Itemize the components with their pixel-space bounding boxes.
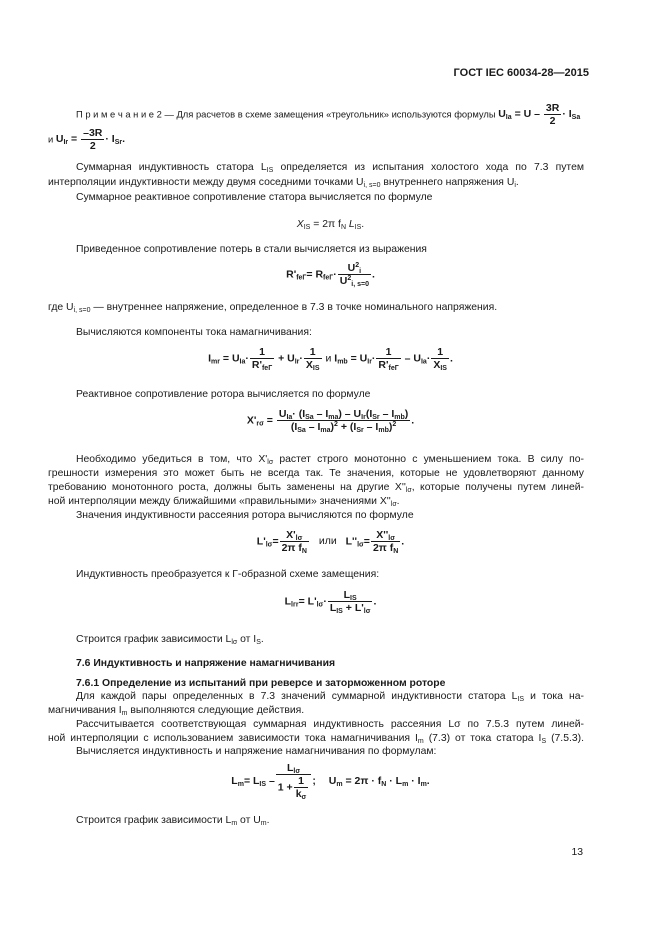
para-leakage-sum-1: Рассчитывается соответствующая суммарная индуктивность рассеяния Lσ по 7.5.3 путем линей- [76,719,584,730]
para-rotor-leakage: Значения индуктивности рассеяния ротора вычисляются по формуле [76,510,414,521]
equation-rotor-leakage: $L'_{l\sigma}=$ $\frac{X'_{l\sigma}}{2\pi f_N}$ или $L''_{l\sigma}=$ $\frac{X''_{l\sigma}}{2\pi f_N}$ . [256,529,405,555]
equation-rfe: $R'_{feГ}= R_{feГ}\cdot$ $\frac{U^2_i}{U^2_{i, s=0}}$ . [286,262,375,288]
equation-xis: $X_{IS} = 2\pi$ $f_N$ $L_{IS}$. [296,219,365,231]
note-2-cont: и $U_{Ir}$ = $\frac{-3R}{2}$ · $I_{Sr}$. [48,127,126,152]
para-stator-inductance-1: Суммарная индуктивность статора $L_{IS}$ определяется из испытания холостого хода по 7.3 путем [76,162,584,174]
page-number: 13 [571,847,583,858]
para-iron-loss: Приведенное сопротивление потерь в стали вычисляется из выражения [76,244,427,255]
para-plot-1: Строится график зависимости $L_{l\sigma}$ от $I_S$. [76,634,264,646]
note-label: П р и м е ч а н и е [76,108,155,120]
para-rotor-reactance: Реактивное сопротивление ротора вычисляется по формуле [76,389,371,400]
para-leakage-sum-2: ной интерполяции с использованием зависимости тока намагничивания $I_m$ (7.3) от тока статора $I_S$ (7.5.3). [48,733,584,745]
section-7-6-1-title: 7.6.1 Определение из испытаний при реверсе и заторможенном роторе [76,678,446,689]
para-each-pair-2: магничивания $I_m$ выполняются следующие действия. [48,705,305,717]
para-g-transform: Индуктивность преобразуется к Г-образной схеме замещения: [76,569,380,580]
para-monotonic-2: грешности измерения это может быть не всегда так. Те значения, которые не удовлетворяют данному [48,468,584,479]
para-monotonic-3: требованию монотонного роста, должны быть заменены на другие $X''_{l\sigma}$, которые получены путем линей- [48,482,584,494]
para-each-pair-1: Для каждой пары определенных в 7.3 значений суммарной индуктивности статора $L_{IS}$ и тока на- [76,691,584,703]
document-code: ГОСТ IEC 60034-28—2015 [453,67,589,79]
note-2 [76,102,580,127]
para-stator-reactance: Суммарное реактивное сопротивление статора вычисляется по формуле [76,192,433,203]
para-magnetizing-calc: Вычисляется индуктивность и напряжение намагничивания по формулам: [76,746,437,757]
para-where: где $U_{i, s=0}$ — внутреннее напряжение, определенное в 7.3 в точке номинального напряжения. [48,302,498,314]
equation-magnetizing: $L_m= L_{IS}$ – $L_{l\sigma}$ 1 + $\frac{1}{k_\sigma}$ ; $U_m = 2\pi \cdot f_N \cdot L_m \cdot I_m$. [231,762,430,801]
para-current-components: Вычисляются компоненты тока намагничивания: [76,327,312,338]
equation-g-inductance: $L_{lгr}= L'_{l\sigma}\cdot$ $\frac{L_{IS}}{L_{IS} + L'_{l\sigma}}$ . [284,589,377,615]
note-text: 2 — Для расчетов в схеме замещения «треугольник» используются формулы [156,108,496,120]
section-7-6-title: 7.6 Индуктивность и напряжение намагничивания [76,658,336,669]
equation-magnetizing-current: $I_{mr} = U_{Ia}\cdot$ $\frac{1}{R'_{feГ}}$ + $U_{Ir}\cdot$ $\frac{1}{X_{IS}}$ и $I_{mb} = U_{Ir}\cdot$ $\frac{1}{R'_{feГ}}$ – $U_{Ia}\cdot$ $\frac{1}{X_{IS}}$ . [208,346,453,372]
para-monotonic-1: Необходимо убедиться в том, что $X'_{l\sigma}$ растет строго монотонно с уменьшением тока. В силу по- [76,454,584,466]
para-monotonic-4: ной интерполяции между ближайшими «правильными» значениями $X''_{l\sigma}$. [48,496,400,508]
note-formula-2: $U_{Ir}$ = $\frac{-3R}{2}$ · $I_{Sr}$. [55,127,126,152]
para-plot-2: Строится график зависимости $L_m$ от $U_m$. [76,815,270,827]
equation-rotor-reactance: $X'_{r\sigma}$ = $\frac{U_{Ia}\cdot (I_{Sa} - I_{ma}) - U_{Ir}(I_{Sr} - I_{mb})}{(I_{Sa} - I_{ma})^2 + (I_{Sr} - I_{mb})^2}$ . [246,408,415,434]
para-stator-inductance-2: интерполяции индуктивности между двумя соседними точками $U_{i, s=0}$ внутреннего напряжения $U_i$. [48,177,519,189]
note-formula-1: $U_{Ia} = U$ – $\frac{3R}{2}$ · $I_{Sa}$ [498,102,581,127]
